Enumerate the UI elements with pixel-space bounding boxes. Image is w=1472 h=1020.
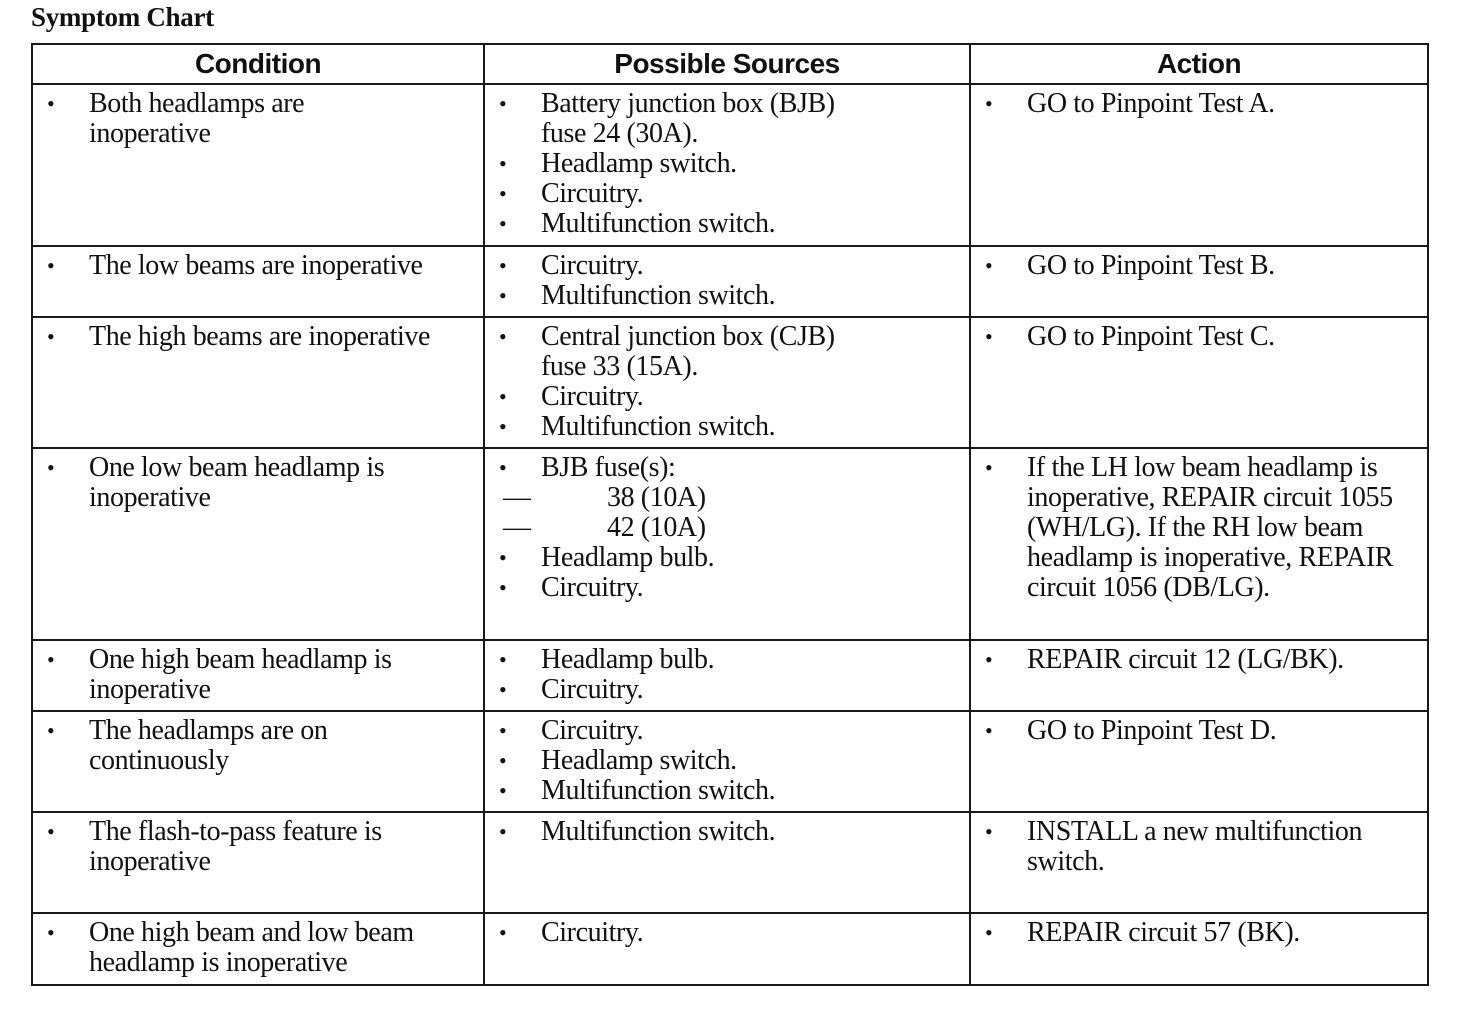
action-text: • REPAIR circuit 12 (LG/BK). [971,645,1419,675]
source-item [485,453,961,483]
column-header-condition: Condition [32,44,484,84]
sources-cell [484,812,970,913]
action-cell [970,812,1428,913]
condition-text: • Both headlamps are inoperative [33,89,339,149]
sources-cell [484,84,970,246]
sources-cell [484,246,970,317]
source-item: • Circuitry. [485,179,961,209]
fuse-value: 42 (10A) [607,512,706,543]
action-text: • If the LH low beam headlamp is inoperative, REPAIR circuit 1055 (WH/LG). If the RH low beam headlamp is inoperative, REPAIR circuit 1056 (DB/LG). [971,453,1419,603]
dash-marker: — [503,512,531,543]
table-row [32,711,1428,812]
condition-text: • The high beams are inoperative [33,322,475,352]
condition-text: • The flash-to-pass feature is inoperative [33,817,429,877]
condition-cell [32,448,484,640]
source-item: • Circuitry. [485,716,961,746]
condition-cell [32,246,484,317]
table-row [32,317,1428,448]
symptom-table [31,43,1429,986]
source-sub-item [485,483,961,513]
condition-cell [32,913,484,985]
action-cell [970,913,1428,985]
source-item: • Headlamp switch. [485,149,961,179]
source-item: • Multifunction switch. [485,776,961,806]
source-item: • Circuitry. [485,382,961,412]
source-item: • Circuitry. [485,251,961,281]
table-row [32,812,1428,913]
sources-cell [484,640,970,711]
source-lead: BJB fuse(s): [541,452,676,483]
action-cell [970,84,1428,246]
action-text: • REPAIR circuit 57 (BK). [971,918,1419,948]
condition-cell [32,711,484,812]
sources-cell [484,913,970,985]
column-header-sources: Possible Sources [484,44,970,84]
sources-cell [484,711,970,812]
action-text: • GO to Pinpoint Test A. [971,89,1419,119]
action-text: • GO to Pinpoint Test C. [971,322,1419,352]
action-cell [970,246,1428,317]
source-item: • Multifunction switch. [485,281,961,311]
source-item: • Headlamp bulb. [485,543,961,573]
action-text: • INSTALL a new multifunction switch. [971,817,1419,877]
source-item: • Multifunction switch. [485,209,961,239]
condition-text: • The headlamps are on continuously [33,716,379,776]
page-title: Symptom Chart [31,2,214,32]
fuse-value: 38 (10A) [607,482,706,513]
source-item: • Multifunction switch. [485,817,961,847]
table-header-row [32,44,1428,84]
column-header-action: Action [970,44,1428,84]
source-sub-item [485,513,961,543]
action-cell [970,317,1428,448]
action-text: • GO to Pinpoint Test D. [971,716,1419,746]
source-item: • Headlamp bulb. [485,645,961,675]
source-item: • Battery junction box (BJB) fuse 24 (30A). [485,89,881,149]
source-item: • Multifunction switch. [485,412,961,442]
action-text: • GO to Pinpoint Test B. [971,251,1419,281]
sources-cell [484,448,970,640]
condition-text: • One high beam headlamp is inoperative [33,645,439,705]
condition-cell [32,317,484,448]
condition-cell [32,84,484,246]
action-cell [970,448,1428,640]
table-row [32,640,1428,711]
action-cell [970,640,1428,711]
table-row [32,448,1428,640]
condition-text: • One high beam and low beam headlamp is inoperative [33,918,475,978]
condition-text: • The low beams are inoperative [33,251,475,281]
source-item: • Headlamp switch. [485,746,961,776]
action-cell [970,711,1428,812]
condition-cell [32,640,484,711]
condition-cell [32,812,484,913]
dash-marker: — [503,482,531,513]
source-item: • Circuitry. [485,573,961,603]
source-item: • Circuitry. [485,918,961,948]
condition-text: • One low beam headlamp is inoperative [33,453,429,513]
source-item: • Central junction box (CJB) fuse 33 (15A). [485,322,881,382]
table-row [32,84,1428,246]
source-item: • Circuitry. [485,675,961,705]
sources-cell [484,317,970,448]
table-row [32,913,1428,985]
table-row [32,246,1428,317]
